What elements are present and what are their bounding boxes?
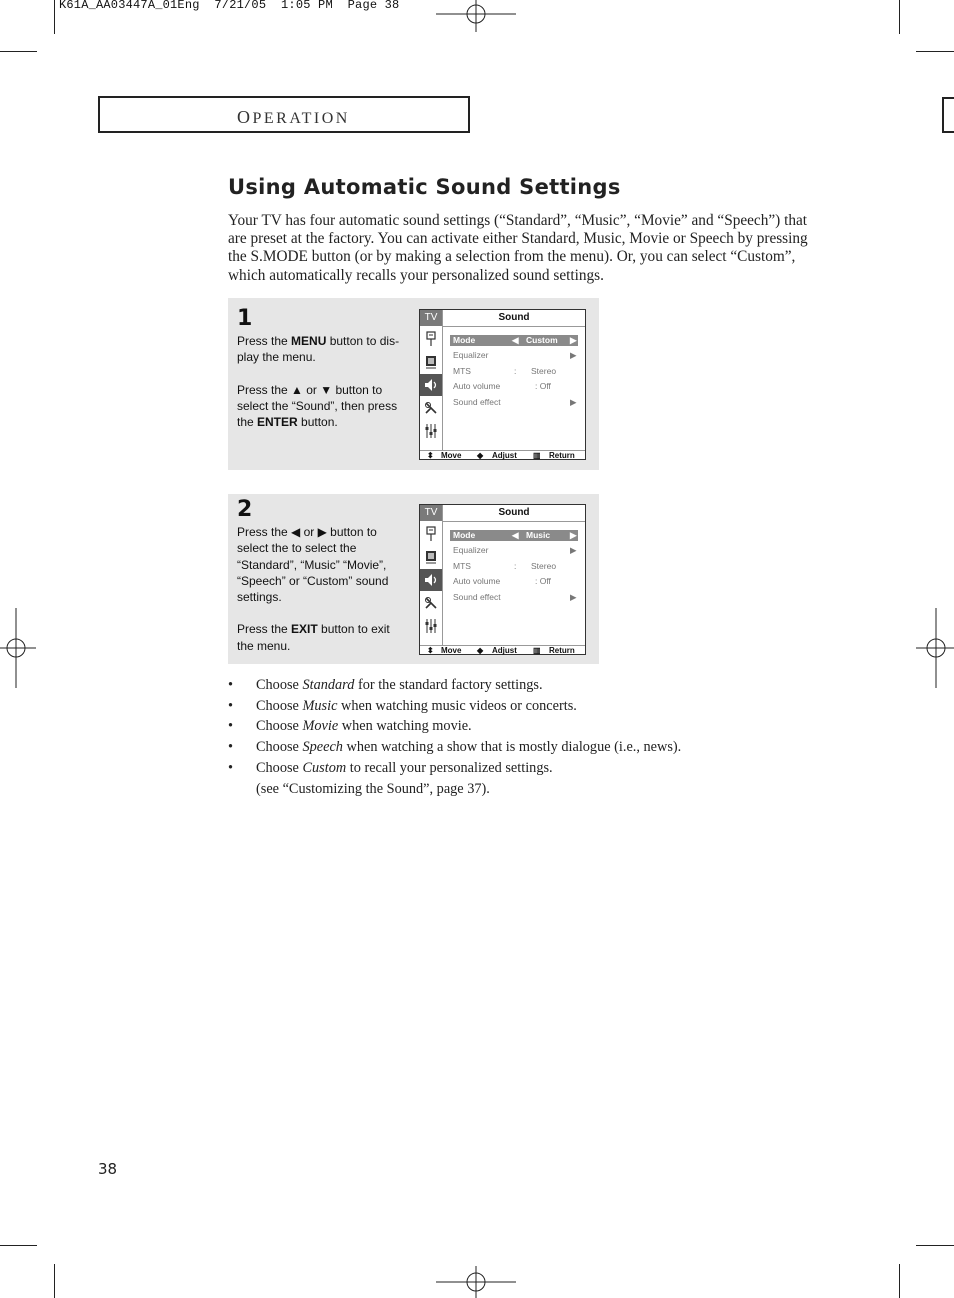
registration-mark-right [916, 608, 954, 688]
print-slug: K61A_AA03447A_01Eng 7/21/05 1:05 PM Page 38 [59, 0, 400, 12]
right-arrow-icon: ▶ [570, 592, 577, 602]
move-icon: ⬍ [427, 451, 434, 460]
step-number: 2 [237, 497, 253, 522]
right-arrow-icon: ▶ [570, 545, 577, 555]
registration-mark-top [436, 0, 516, 32]
sound-icon [420, 569, 442, 591]
return-icon: ▥ [533, 646, 541, 655]
right-arrow-icon: ▶ [570, 335, 577, 345]
menu-footer: ⬍ Move ◆ Adjust ▥ Return [420, 450, 585, 461]
registration-mark-left [0, 608, 36, 688]
sound-icon [420, 374, 442, 396]
intro-paragraph: Your TV has four automatic sound settings (“Standard”, “Music”, “Movie” and “Speech”) that are preset at the factory. You can activate either Standard, Music, Movie or Speech by pressing the S.MODE button (or by making a selection from the menu). Or, you can select “Custom”, which automatically recalls your personalized sound settings. [228, 212, 808, 284]
registration-mark-bottom [436, 1266, 516, 1298]
menu-row-mts[interactable]: MTS : Stereo [453, 561, 557, 571]
menu-row-equalizer[interactable]: Equalizer ▶ [453, 545, 577, 555]
chapter-tab-mark [942, 97, 954, 133]
crop-mark [54, 1264, 55, 1298]
picture-icon [420, 546, 442, 568]
channel-icon [420, 397, 442, 419]
page-number: 38 [98, 1160, 118, 1178]
crop-mark [899, 1264, 900, 1298]
input-icon [420, 328, 442, 350]
adjust-icon: ◆ [477, 451, 484, 460]
step-1-instructions: Press the MENU button to dis- play the menu. Press the ▲ or ▼ button to select the “Sound”, then press the ENTER button. [237, 334, 400, 430]
menu-row-auto-volume[interactable]: Auto volume : Off [453, 381, 551, 391]
crop-mark [0, 1245, 37, 1246]
menu-sidebar [420, 505, 443, 645]
menu-row-sound-effect[interactable]: Sound effect ▶ [453, 397, 577, 407]
move-icon: ⬍ [427, 646, 434, 655]
list-item: • Choose Custom to recall your personalized settings. [228, 759, 553, 776]
step-2-instructions: Press the ◀ or ▶ button to select the to select the “Standard”, “Music” “Movie”, “Speech” or “Custom” sound settings. Press the EXIT button to exit the menu. [237, 525, 390, 653]
bullet-note: (see “Customizing the Sound”, page 37). [256, 780, 490, 797]
right-arrow-icon: ▶ [570, 350, 577, 360]
return-icon: ▥ [533, 451, 541, 460]
menu-row-mode[interactable]: Mode ◀ Custom ▶ [450, 335, 578, 346]
list-item: • Choose Standard for the standard factory settings. [228, 677, 543, 693]
list-item: • Choose Speech when watching a show that is mostly dialogue (i.e., news). [228, 739, 682, 756]
setup-icon [420, 420, 442, 442]
menu-row-auto-volume[interactable]: Auto volume : Off [453, 576, 551, 586]
list-item: • Choose Movie when watching movie. [228, 718, 472, 735]
menu-footer: ⬍ Move ◆ Adjust ▥ Return [420, 645, 585, 656]
right-arrow-icon: ▶ [570, 397, 577, 407]
menu-title: Sound [443, 310, 585, 327]
list-item: • Choose Music when watching music videos or concerts. [228, 697, 577, 714]
section-title: OPERATION [237, 107, 350, 127]
menu-row-mode[interactable]: Mode ◀ Music ▶ [450, 530, 578, 541]
left-arrow-icon: ◀ [512, 335, 519, 345]
sound-mode-bullet-list [228, 675, 788, 799]
step-number: 1 [237, 306, 253, 331]
menu-title: Sound [443, 505, 585, 522]
left-arrow-icon: ◀ [512, 530, 519, 540]
right-arrow-icon: ▶ [570, 530, 577, 540]
crop-mark [54, 0, 55, 34]
crop-mark [916, 1245, 954, 1246]
setup-icon [420, 615, 442, 637]
menu-sidebar [420, 310, 443, 450]
page-title: Using Automatic Sound Settings [228, 175, 621, 199]
step-2-panel [228, 494, 599, 664]
menu-row-equalizer[interactable]: Equalizer ▶ [453, 350, 577, 360]
menu-row-mts[interactable]: MTS : Stereo [453, 366, 557, 376]
sound-menu-screen [419, 309, 586, 460]
sound-menu-screen [419, 504, 586, 655]
channel-icon [420, 592, 442, 614]
crop-mark [899, 0, 900, 34]
input-icon [420, 523, 442, 545]
menu-row-sound-effect[interactable]: Sound effect ▶ [453, 592, 577, 602]
crop-mark [0, 51, 37, 52]
step-1-panel [228, 298, 599, 470]
tv-label: TV [420, 310, 442, 326]
picture-icon [420, 351, 442, 373]
tv-label: TV [420, 505, 442, 521]
crop-mark [916, 51, 954, 52]
adjust-icon: ◆ [477, 646, 484, 655]
section-header-box [98, 96, 470, 133]
